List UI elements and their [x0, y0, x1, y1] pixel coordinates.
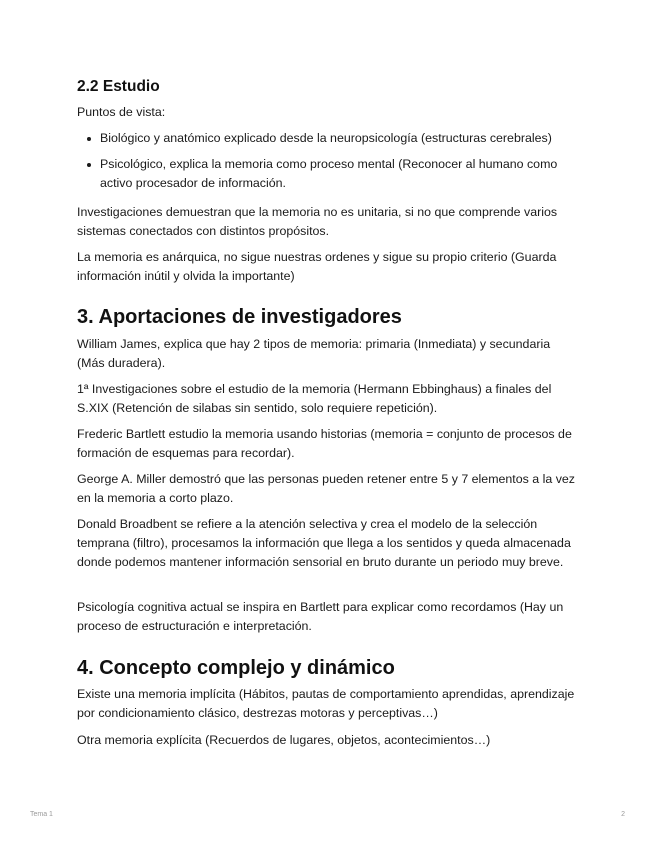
- section-2-2-intro: Puntos de vista:: [77, 105, 166, 119]
- footer-chapter-label: Tema 1: [30, 811, 53, 818]
- paragraph: Existe una memoria implícita (Hábitos, pautas de comportamiento aprendidas, aprendizaje por condicionamiento clásico, destrezas motoras y perceptivas…): [77, 687, 575, 721]
- paragraph: Psicología cognitiva actual se inspira en Bartlett para explicar como recordamos (Hay un proceso de estructuración e interpretación.: [77, 600, 564, 634]
- bullet-icon: [87, 163, 91, 167]
- paragraph: William James, explica que hay 2 tipos de memoria: primaria (Inmediata) y secundaria (Más duradera).: [77, 337, 551, 371]
- viewpoints-list: [77, 129, 581, 194]
- section-2-2-heading: 2.2 Estudio: [77, 78, 160, 95]
- list-item: [77, 155, 581, 193]
- list-item-text: Biológico y anatómico explicado desde la neuropsicología (estructuras cerebrales): [100, 131, 552, 145]
- paragraph: La memoria es anárquica, no sigue nuestras ordenes y sigue su propio criterio (Guarda información inútil y olvida la importante): [77, 250, 557, 284]
- paragraph: Donald Broadbent se refiere a la atención selectiva y crea el modelo de la selección temprana (filtro), procesamos la información que llega a los sentidos y queda almacenada donde podemos mantener información sensorial en bruto durante un periodo muy breve.: [77, 517, 571, 570]
- paragraph: Investigaciones demuestran que la memoria no es unitaria, si no que comprende varios sistemas conectados con distintos propósitos.: [77, 205, 558, 239]
- list-item: [77, 129, 581, 148]
- list-item-text: Psicológico, explica la memoria como proceso mental (Reconocer al humano como activo procesador de información.: [100, 157, 558, 191]
- paragraph: George A. Miller demostró que las personas pueden retener entre 5 y 7 elementos a la vez en la memoria a corto plazo.: [77, 472, 575, 506]
- paragraph: 1ª Investigaciones sobre el estudio de la memoria (Hermann Ebbinghaus) a finales del S.XIX (Retención de silabas sin sentido, solo requiere repetición).: [77, 382, 552, 416]
- page-number: 2: [621, 811, 625, 818]
- paragraph: Frederic Bartlett estudio la memoria usando historias (memoria = conjunto de procesos de formación de esquemas para recordar).: [77, 427, 572, 461]
- paragraph: Otra memoria explícita (Recuerdos de lugares, objetos, acontecimientos…): [77, 733, 491, 747]
- section-4-heading: 4. Concepto complejo y dinámico: [77, 657, 395, 679]
- section-3-heading: 3. Aportaciones de investigadores: [77, 306, 402, 328]
- bullet-icon: [87, 137, 91, 141]
